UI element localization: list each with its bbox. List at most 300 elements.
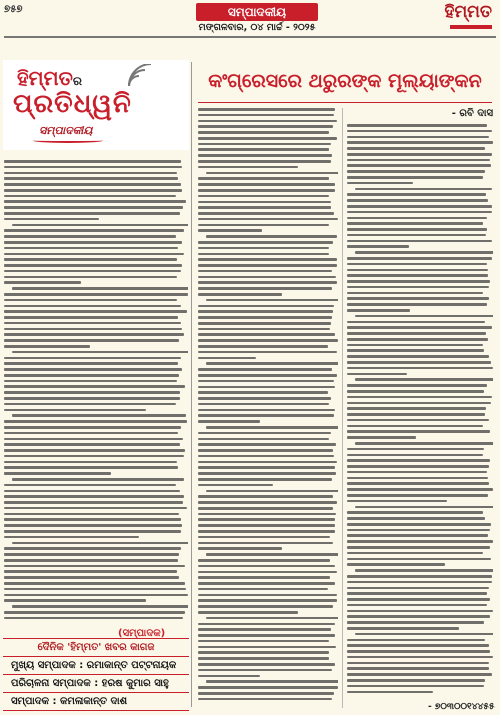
text-line xyxy=(4,189,182,192)
text-line xyxy=(198,466,335,469)
text-line xyxy=(198,218,338,221)
text-line xyxy=(4,501,183,504)
text-line xyxy=(347,303,487,306)
text-line xyxy=(347,286,489,289)
text-line xyxy=(198,281,337,284)
text-line xyxy=(347,454,483,457)
text-line xyxy=(347,552,483,555)
text-line xyxy=(198,698,332,701)
text-line xyxy=(347,234,486,237)
text-line xyxy=(4,316,178,319)
text-line xyxy=(198,628,331,631)
broadcast-icon xyxy=(123,64,163,90)
text-line xyxy=(347,211,492,214)
text-line xyxy=(198,386,335,389)
text-line xyxy=(4,570,177,573)
text-line xyxy=(347,263,487,266)
text-line xyxy=(355,315,493,318)
text-line xyxy=(4,281,81,284)
text-line xyxy=(4,409,146,412)
text-line xyxy=(4,594,188,597)
text-line xyxy=(4,472,111,475)
text-line xyxy=(206,235,337,238)
column-logo-word: ହିମ୍ମତ xyxy=(17,66,73,90)
text-line xyxy=(198,195,329,198)
text-line xyxy=(347,141,493,144)
text-line xyxy=(347,581,492,584)
text-line xyxy=(347,430,490,433)
text-line xyxy=(198,518,335,521)
text-line xyxy=(4,432,178,435)
text-line xyxy=(4,195,176,198)
text-line xyxy=(4,490,180,493)
column-logo-title xyxy=(17,66,82,90)
text-line xyxy=(198,409,335,412)
article-byline: - ରବି ଦାସ xyxy=(451,108,493,119)
text-line xyxy=(347,367,493,370)
text-line xyxy=(347,147,485,150)
text-line xyxy=(206,299,338,302)
text-line xyxy=(198,507,333,510)
article-column-divider xyxy=(342,108,343,708)
text-line xyxy=(198,599,337,602)
text-line xyxy=(198,316,332,319)
text-line xyxy=(198,646,336,649)
credit-paper: ଦୈନିକ 'ହିମ୍ମତ' ଖବର କାଗଜ xyxy=(3,639,189,657)
text-line xyxy=(206,426,338,429)
text-line xyxy=(4,507,187,510)
text-line xyxy=(4,345,90,348)
text-line xyxy=(198,258,337,261)
text-line xyxy=(347,621,484,624)
text-line xyxy=(347,176,483,179)
text-line xyxy=(347,517,485,520)
text-line xyxy=(4,183,181,186)
text-line xyxy=(4,172,177,175)
text-line xyxy=(347,390,484,393)
text-line xyxy=(347,656,493,659)
text-line xyxy=(198,484,273,487)
logo-underline xyxy=(450,25,492,29)
text-line xyxy=(4,420,187,423)
text-line xyxy=(347,124,487,127)
text-line xyxy=(198,669,332,672)
text-line xyxy=(347,494,488,497)
text-line xyxy=(347,217,487,220)
text-line xyxy=(4,565,185,568)
text-line xyxy=(198,287,332,290)
text-line xyxy=(347,691,433,694)
text-line xyxy=(347,396,492,399)
text-line xyxy=(4,276,177,279)
credit-editor: ସମ୍ପାଦକ : କମଳାକାନ୍ତ ଦାଶ xyxy=(3,693,189,711)
text-line xyxy=(198,461,337,464)
text-line xyxy=(4,553,179,556)
text-line xyxy=(4,247,178,250)
text-line xyxy=(347,650,490,653)
text-line xyxy=(198,160,331,163)
text-line xyxy=(198,495,333,498)
text-line xyxy=(198,692,334,695)
text-line xyxy=(198,438,329,441)
text-line xyxy=(347,193,486,196)
text-line xyxy=(347,384,487,387)
text-line xyxy=(4,177,178,180)
text-line xyxy=(198,189,335,192)
text-line xyxy=(4,385,185,388)
text-line xyxy=(347,679,485,682)
text-line xyxy=(4,588,186,591)
text-line xyxy=(4,322,181,325)
text-line xyxy=(4,576,179,579)
text-line xyxy=(347,563,445,566)
article-column-1 xyxy=(198,108,338,710)
text-line xyxy=(347,321,485,324)
text-line xyxy=(198,443,336,446)
text-line xyxy=(4,582,185,585)
text-line xyxy=(347,292,483,295)
text-line xyxy=(347,598,490,601)
text-line xyxy=(198,542,333,545)
text-line xyxy=(198,449,333,452)
text-line xyxy=(347,639,485,642)
text-line xyxy=(206,680,338,683)
text-line xyxy=(347,182,413,185)
text-line xyxy=(4,357,181,360)
text-line xyxy=(4,258,177,261)
text-line xyxy=(4,403,176,406)
text-line xyxy=(198,588,328,591)
article-column-2 xyxy=(347,108,493,710)
text-line xyxy=(4,438,183,441)
text-line xyxy=(4,293,188,296)
text-line xyxy=(347,332,486,335)
text-line xyxy=(198,380,334,383)
column-logo-subtitle: ପ୍ରତିଧ୍ୱନି xyxy=(13,89,132,119)
text-line xyxy=(4,212,180,215)
text-line xyxy=(347,402,491,405)
text-line xyxy=(198,686,338,689)
text-line xyxy=(198,333,335,336)
text-line xyxy=(4,530,181,533)
text-line xyxy=(347,610,493,613)
text-line xyxy=(4,443,180,446)
text-line xyxy=(198,536,330,539)
text-line xyxy=(4,235,176,238)
text-line xyxy=(4,362,178,365)
text-line xyxy=(4,536,139,539)
column-signoff: (ସମ୍ପାଦକ) xyxy=(118,628,166,639)
text-line xyxy=(4,160,181,163)
text-line xyxy=(4,547,181,550)
text-line xyxy=(198,345,328,348)
text-line xyxy=(347,546,490,549)
text-line xyxy=(347,130,492,133)
text-line xyxy=(198,501,337,504)
text-line xyxy=(4,391,180,394)
text-line xyxy=(198,310,333,313)
text-line xyxy=(347,199,488,202)
text-line xyxy=(198,640,329,643)
text-line xyxy=(347,349,484,352)
text-line xyxy=(347,280,490,283)
text-line xyxy=(4,617,183,620)
text-line xyxy=(347,604,487,607)
text-line xyxy=(198,229,262,232)
text-line xyxy=(198,576,330,579)
text-line xyxy=(347,205,492,208)
text-line xyxy=(347,488,493,491)
text-line xyxy=(347,471,487,474)
text-line xyxy=(198,594,337,597)
text-line xyxy=(198,455,334,458)
text-line xyxy=(347,667,489,670)
text-line xyxy=(4,518,181,521)
text-line xyxy=(4,368,182,371)
text-line xyxy=(347,482,489,485)
text-line xyxy=(198,397,331,400)
text-line xyxy=(206,553,338,556)
text-line xyxy=(347,477,488,480)
text-line xyxy=(12,542,188,545)
text-line xyxy=(198,605,333,608)
text-line xyxy=(4,328,182,331)
text-line xyxy=(198,305,334,308)
text-line xyxy=(355,569,493,572)
text-line xyxy=(347,326,492,329)
text-line xyxy=(347,615,490,618)
text-line xyxy=(198,571,337,574)
text-line xyxy=(4,495,184,498)
text-line xyxy=(347,297,489,300)
text-line xyxy=(198,657,329,660)
text-line xyxy=(198,368,332,371)
text-line xyxy=(347,222,483,225)
text-line xyxy=(347,425,483,428)
text-line xyxy=(4,599,146,602)
text-line xyxy=(198,328,330,331)
text-line xyxy=(4,200,186,203)
text-line xyxy=(347,355,489,358)
text-line xyxy=(198,224,329,227)
text-line xyxy=(347,309,410,312)
text-line xyxy=(198,663,335,666)
text-line xyxy=(347,407,486,410)
text-line xyxy=(198,524,335,527)
headline-rule xyxy=(198,102,492,103)
text-line xyxy=(347,153,492,156)
text-line xyxy=(4,339,179,342)
text-line xyxy=(347,465,489,468)
text-line xyxy=(12,287,188,290)
text-line xyxy=(206,362,338,365)
text-line xyxy=(347,587,489,590)
text-line xyxy=(198,247,329,250)
text-line xyxy=(198,206,331,209)
text-line xyxy=(4,229,184,232)
column-divider xyxy=(191,62,192,707)
text-line xyxy=(347,540,493,543)
text-line xyxy=(347,436,416,439)
text-line xyxy=(4,218,99,221)
text-line xyxy=(347,159,490,162)
text-line xyxy=(4,270,181,273)
text-line xyxy=(198,183,335,186)
text-line xyxy=(198,675,260,678)
text-line xyxy=(347,136,489,139)
text-line xyxy=(347,529,490,532)
text-line xyxy=(347,558,491,561)
text-line xyxy=(4,461,177,464)
issue-date: ମଙ୍ଗଳବାର, ୦୪ ମାର୍ଚ୍ଚ - ୨୦୨୫ xyxy=(198,22,316,33)
text-line xyxy=(347,373,407,376)
text-line xyxy=(198,611,298,614)
text-line xyxy=(4,299,177,302)
text-line xyxy=(198,125,333,128)
text-line xyxy=(347,459,490,462)
pen-flourish-icon xyxy=(33,138,103,143)
text-line xyxy=(4,310,187,313)
text-line xyxy=(206,490,338,493)
text-line xyxy=(198,253,329,256)
text-line xyxy=(198,276,336,279)
text-line xyxy=(198,120,337,123)
text-line xyxy=(198,201,331,204)
text-line xyxy=(198,270,332,273)
column-logo-suffix: ର xyxy=(72,74,82,88)
text-line xyxy=(198,108,335,111)
text-line xyxy=(4,559,178,562)
text-line xyxy=(198,166,298,169)
header-rule xyxy=(4,36,496,38)
text-line xyxy=(206,172,338,175)
text-line xyxy=(198,391,328,394)
text-line xyxy=(198,351,337,354)
text-line xyxy=(347,523,491,526)
credit-chief-editor: ମୁଖ୍ୟ ସମ୍ପାଦକ : ରମାକାନ୍ତ ପଟ୍ଟନାୟକ xyxy=(3,657,189,675)
text-line xyxy=(4,449,185,452)
text-line xyxy=(198,339,338,342)
article-end-mark: - ୭୦୩୦୦୧୪୪୫୫ xyxy=(428,702,495,712)
text-line xyxy=(347,413,485,416)
text-line xyxy=(198,547,282,550)
text-line xyxy=(198,651,329,654)
text-line xyxy=(347,228,487,231)
text-line xyxy=(347,245,409,248)
text-line xyxy=(355,442,493,445)
text-line xyxy=(4,264,182,267)
page-number: ୭୫୭ xyxy=(4,4,23,15)
text-line xyxy=(206,617,338,620)
text-line xyxy=(12,351,188,354)
text-line xyxy=(347,448,484,451)
text-line xyxy=(198,478,332,481)
text-line xyxy=(198,212,334,215)
text-line xyxy=(198,530,335,533)
text-line xyxy=(198,565,335,568)
text-line xyxy=(198,154,332,157)
text-line xyxy=(198,634,335,637)
text-line xyxy=(4,253,184,256)
text-line xyxy=(355,506,493,509)
text-line xyxy=(4,513,179,516)
text-line xyxy=(4,333,184,336)
credit-managing-editor: ପରିଚାଳନା ସମ୍ପାଦକ : ହରଷ କୁମାର ସାହୁ xyxy=(3,675,189,693)
text-line xyxy=(347,170,485,173)
text-line xyxy=(12,478,184,481)
text-line xyxy=(4,305,181,308)
text-line xyxy=(198,414,334,417)
text-line xyxy=(4,426,181,429)
text-line xyxy=(198,357,256,360)
text-line xyxy=(4,455,184,458)
text-line xyxy=(198,264,337,267)
text-line xyxy=(4,374,179,377)
column-logo-byline: ସମ୍ପାଦକୀୟ xyxy=(39,124,93,137)
text-line xyxy=(347,500,447,503)
text-line xyxy=(347,344,483,347)
text-line xyxy=(347,419,489,422)
text-line xyxy=(198,131,329,134)
text-line xyxy=(198,374,337,377)
credits-box xyxy=(3,638,189,711)
text-line xyxy=(198,322,331,325)
text-line xyxy=(347,361,491,364)
text-line xyxy=(198,177,329,180)
text-line xyxy=(355,251,493,254)
column-logo xyxy=(3,60,189,150)
text-line xyxy=(347,673,492,676)
text-line xyxy=(347,240,492,243)
text-line xyxy=(4,466,178,469)
text-line xyxy=(347,534,488,537)
text-line xyxy=(4,241,182,244)
text-line xyxy=(347,269,488,272)
text-line xyxy=(347,511,483,514)
left-column-body xyxy=(4,160,188,625)
text-line xyxy=(198,148,329,151)
text-line xyxy=(347,257,492,260)
text-line xyxy=(4,380,177,383)
text-line xyxy=(198,472,336,475)
text-line xyxy=(12,224,188,227)
text-line xyxy=(4,611,185,614)
text-line xyxy=(198,559,330,562)
newspaper-logo: ହିମ୍ମତ xyxy=(444,2,492,22)
text-line xyxy=(198,623,335,626)
text-line xyxy=(198,241,333,244)
text-line xyxy=(198,403,329,406)
text-line xyxy=(347,338,488,341)
text-line xyxy=(198,114,334,117)
text-line xyxy=(4,484,176,487)
text-line xyxy=(198,293,282,296)
text-line xyxy=(4,206,183,209)
text-line xyxy=(347,627,459,630)
text-line xyxy=(355,378,493,381)
text-line xyxy=(4,524,182,527)
text-line xyxy=(347,592,487,595)
text-line xyxy=(347,644,489,647)
text-line xyxy=(198,420,260,423)
text-line xyxy=(347,164,491,167)
text-line xyxy=(347,575,492,578)
text-line xyxy=(198,513,336,516)
text-line xyxy=(198,432,331,435)
text-line xyxy=(4,166,182,169)
text-line xyxy=(347,662,489,665)
text-line xyxy=(198,137,337,140)
